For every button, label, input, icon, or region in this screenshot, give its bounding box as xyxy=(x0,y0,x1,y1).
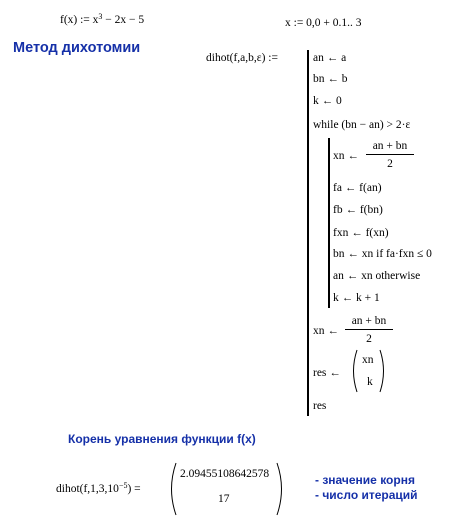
function-def-text: f(x) := x xyxy=(60,14,99,26)
program-signature[interactable]: dihot(f,a,b,ε) := xyxy=(206,52,278,64)
fraction-line xyxy=(366,154,414,155)
result-call-exponent: −5 xyxy=(118,481,128,490)
result-bracket-right xyxy=(275,462,287,516)
result-call[interactable] xyxy=(56,483,141,495)
function-rest: − 2x − 5 xyxy=(102,14,145,26)
range-definition[interactable]: x := 0,0 + 0.1.. 3 xyxy=(285,17,362,29)
result-call-prefix: dihot(f,1,3,10 xyxy=(56,483,119,495)
loop-line-bn-if: bn ← xn if fa·fxn ≤ 0 xyxy=(333,248,432,260)
function-definition[interactable] xyxy=(60,14,144,26)
method-title: Метод дихотомии xyxy=(13,40,141,56)
program-res-lhs: res ← xyxy=(313,367,341,379)
loop-line-fb: fb ← f(bn) xyxy=(333,204,383,216)
loop-line-fxn: fxn ← f(xn) xyxy=(333,227,389,239)
result-iteration-count: 17 xyxy=(218,493,230,505)
loop-xn-numerator: an + bn xyxy=(372,140,408,152)
loop-xn-lhs: xn ← xyxy=(333,150,359,162)
result-bracket-left xyxy=(166,462,178,516)
program-xn-numerator: an + bn xyxy=(351,315,387,327)
program-outer-bar xyxy=(307,50,309,416)
root-title: Корень уравнения функции f(x) xyxy=(68,432,256,446)
vector-bracket-right xyxy=(378,349,388,393)
loop-line-k-increment: k ← k + 1 xyxy=(333,292,380,304)
vector-xn: xn xyxy=(362,354,374,366)
program-line-k-init: k ← 0 xyxy=(313,95,342,107)
program-xn-fraction xyxy=(345,315,393,345)
program-line-while: while (bn − an) > 2·ε xyxy=(313,119,411,131)
result-root-value: 2.09455108642578 xyxy=(180,468,270,480)
vector-k: k xyxy=(367,376,373,388)
note-iteration-count: - число итераций xyxy=(315,488,418,502)
program-xn-denominator: 2 xyxy=(366,333,372,345)
program-xn-lhs: xn ← xyxy=(313,325,339,337)
program-line-an-init: an ← a xyxy=(313,52,347,64)
note-root-value: - значение корня xyxy=(315,473,415,487)
program-line-bn-init: bn ← b xyxy=(313,73,348,85)
result-call-suffix: ) = xyxy=(127,483,141,495)
loop-line-fa: fa ← f(an) xyxy=(333,182,382,194)
program-return-res: res xyxy=(313,400,327,412)
function-exponent: 3 xyxy=(98,12,103,21)
loop-xn-fraction xyxy=(366,140,414,170)
loop-line-an-otherwise: an ← xn otherwise xyxy=(333,270,421,282)
loop-xn-denominator: 2 xyxy=(387,158,393,170)
vector-bracket-left xyxy=(349,349,359,393)
fraction-line xyxy=(345,329,393,330)
loop-body-bar xyxy=(328,138,330,308)
